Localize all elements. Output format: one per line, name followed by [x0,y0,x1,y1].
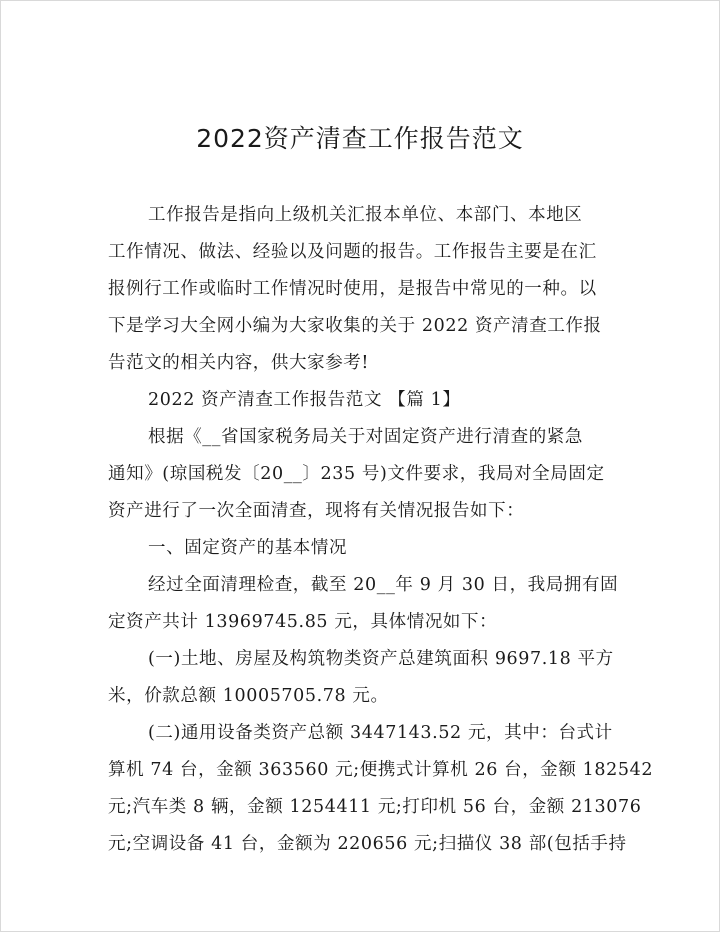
document-title: 2022资产清查工作报告范文 [196,124,524,153]
paragraph-line: 资产进行了一次全面清查，现将有关情况报告如下： [108,501,525,521]
paragraph-line: 根据《__省国家税务局关于对固定资产进行清查的紧急 [148,427,583,447]
paragraph-line: (一)土地、房屋及构筑物类资产总建筑面积 9697.18 平方 [148,649,614,669]
paragraph-line: 元;空调设备 41 台，金额为 220656 元;扫描仪 38 部(包括手持 [108,834,627,854]
section-heading: 2022 资产清查工作报告范文 【篇 1】 [148,390,461,410]
paragraph-line: (二)通用设备类资产总额 3447143.52 元，其中：台式计 [148,723,613,743]
paragraph-line: 算机 74 台，金额 363560 元;便携式计算机 26 台，金额 182542 [108,760,654,780]
paragraph-line: 经过全面清理检查，截至 20__年 9 月 30 日，我局拥有固 [148,575,619,595]
subsection-heading: 一、固定资产的基本情况 [148,538,348,558]
paragraph-line: 通知》(琼国税发〔20__〕235 号)文件要求，我局对全局固定 [108,464,605,484]
paragraph-line: 米，价款总额 10005705.78 元。 [108,686,389,706]
paragraph-line: 定资产共计 13969745.85 元，具体情况如下： [108,612,498,632]
paragraph-line: 下是学习大全网小编为大家收集的关于 2022 资产清查工作报 [108,316,602,336]
paragraph-line: 工作情况、做法、经验以及问题的报告。工作报告主要是在汇 [108,242,597,262]
document-body [108,197,654,863]
paragraph-line: 元;汽车类 8 辆，金额 1254411 元;打印机 56 台，金额 213076 [108,797,642,817]
paragraph-line: 工作报告是指向上级机关汇报本单位、本部门、本地区 [148,205,583,225]
paragraph-line: 告范文的相关内容，供大家参考! [108,353,370,373]
paragraph-line: 报例行工作或临时工作情况时使用，是报告中常见的一种。以 [108,279,597,299]
